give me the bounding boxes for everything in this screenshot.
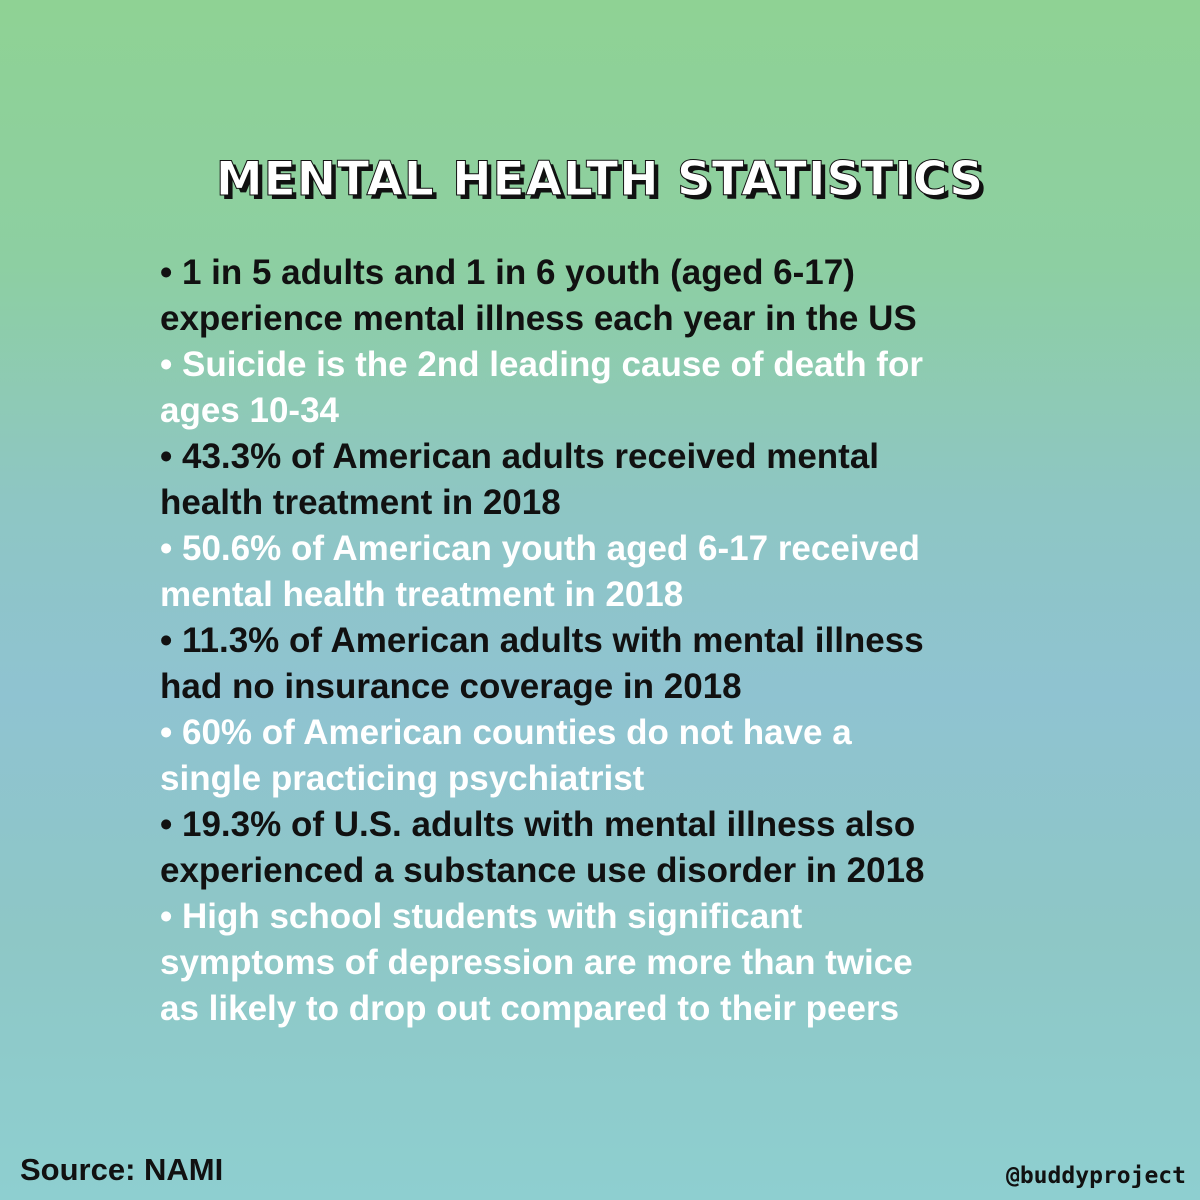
stat-item: • 1 in 5 adults and 1 in 6 youth (aged 6-17) experience mental illness each year in the US: [160, 253, 917, 338]
stat-item: • Suicide is the 2nd leading cause of death for ages 10-34: [160, 345, 923, 430]
page-title: MENTAL HEALTH STATISTICS: [215, 152, 985, 207]
statistics-list: [160, 250, 1160, 1032]
stat-item: • 50.6% of American youth aged 6-17 received mental health treatment in 2018: [160, 529, 920, 614]
social-handle: @buddyproject: [1005, 1163, 1186, 1189]
stat-item: • 11.3% of American adults with mental illness had no insurance coverage in 2018: [160, 621, 924, 706]
stat-item: • High school students with significant symptoms of depression are more than twice as likely to drop out compared to their peers: [160, 897, 913, 1028]
stat-item: • 60% of American counties do not have a single practicing psychiatrist: [160, 713, 852, 798]
stat-item: • 43.3% of American adults received mental health treatment in 2018: [160, 437, 880, 522]
source-credit: Source: NAMI: [20, 1152, 224, 1187]
stat-item: • 19.3% of U.S. adults with mental illness also experienced a substance use disorder in 2018: [160, 805, 925, 890]
